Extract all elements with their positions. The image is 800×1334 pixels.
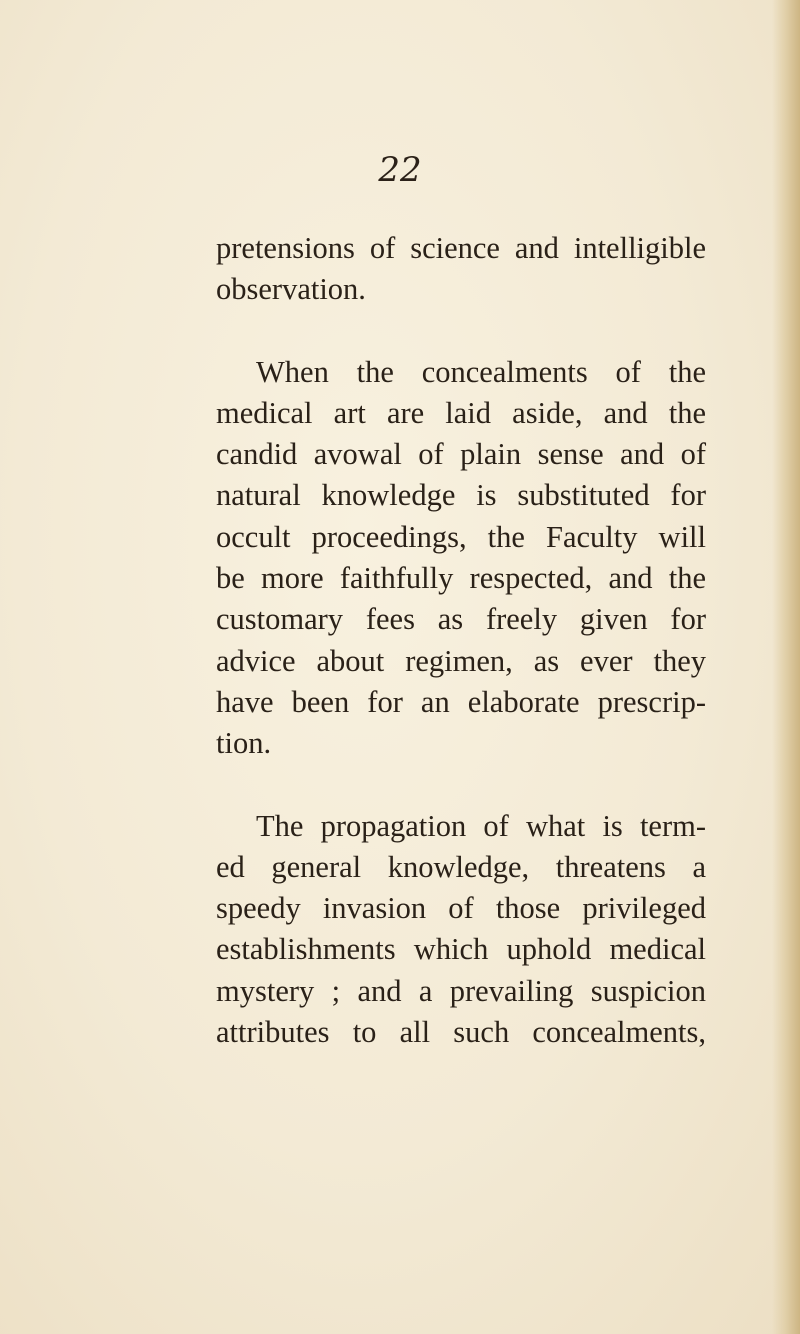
text-line: observation. bbox=[216, 272, 366, 307]
page-number: 22 bbox=[378, 150, 422, 190]
text-line: ed general knowledge, threatens a bbox=[216, 849, 706, 884]
text-line: candid avowal of plain sense and of bbox=[216, 437, 706, 472]
paragraph-3 bbox=[216, 806, 706, 1054]
text-line: advice about regimen, as ever they bbox=[216, 643, 706, 678]
text-line: speedy invasion of those privileged bbox=[216, 891, 706, 926]
text-line: be more faithfully respected, and the bbox=[216, 561, 706, 596]
text-line: The propagation of what is term- bbox=[256, 808, 706, 843]
text-line: When the concealments of the bbox=[256, 354, 706, 389]
paragraph-2 bbox=[216, 352, 706, 765]
text-line: occult proceedings, the Faculty will bbox=[216, 519, 706, 554]
paragraph-1 bbox=[216, 228, 706, 311]
text-line: customary fees as freely given for bbox=[216, 602, 706, 637]
text-line: mystery ; and a prevailing suspicion bbox=[216, 973, 706, 1008]
text-line: attributes to all such concealments, bbox=[216, 1015, 706, 1050]
text-line: have been for an elaborate prescrip- bbox=[216, 684, 706, 719]
text-line: natural knowledge is substituted for bbox=[216, 478, 706, 513]
page-edge bbox=[772, 0, 800, 1334]
text-line: establishments which uphold medical bbox=[216, 932, 706, 967]
text-line: tion. bbox=[216, 726, 272, 761]
text-line: pretensions of science and intelligible bbox=[216, 231, 706, 265]
text-line: medical art are laid aside, and the bbox=[216, 395, 706, 430]
body-text bbox=[216, 228, 706, 1094]
